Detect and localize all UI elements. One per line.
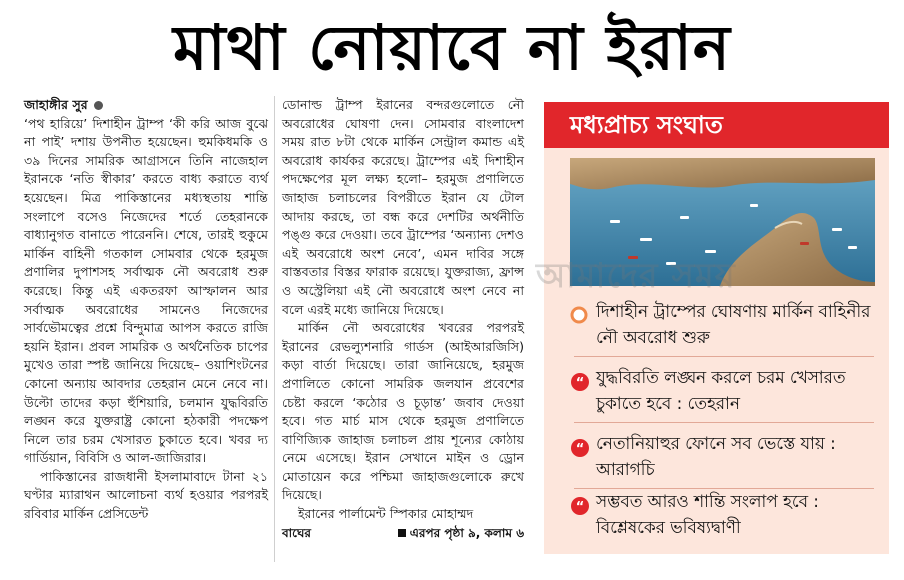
article-paragraph: মার্কিন নৌ অবরোধের খবরের পরপরই ইরানের রেভল্যুশনারি গার্ডস (আইআরজিসি) কড়া বার্তা দিয়েছে। তারা জানিয়েছে, হরমুজ প্রণালিতে কোনো সামরিক জলযান প্রবেশের চেষ্টা করলে ‘কঠোর ও চূড়ান্ত’ জবাব দেওয়া হবে। গত মার্চ মাস থেকে হরমুজ প্রণালিতে বাণিজ্যিক জাহাজ চলাচল প্রায় শূন্যের কোঠায় নেমে এসেছে। ইরান সেখানে মাইন ও ড্রোন মোতায়েন করে পশ্চিমা জাহাজগুলোকে রুখে দিয়েছে। xyxy=(282,320,524,503)
continued-label-wrap[interactable] xyxy=(398,524,524,543)
article-paragraph: ‘পথ হারিয়ে’ দিশাহীন ট্রাম্প ‘কী করি আজ বুঝে না পাই’ দশায় উপনীত হয়েছেন। হুমকিধমকি ও ৩৯ দিনের সামরিক আগ্রাসনে তিনি নাজেহাল ইরানকে ‘নতি স্বীকার’ করতে বাধ্য করাতে ব্যর্থ হয়েছেন। মিত্র পাকিস্তানের মধ্যস্থতায় শান্তি সংলাপে বসেও নিজেদের শর্তে তেহরানকে বাধ্যানুগত বানাতে পারেননি। শেষে, তারই হুকুমে মার্কিন বাহিনী গতকাল সোমবার থেকে হরমুজ প্রণালির দুপাশসহ সর্বাত্মক নৌ অবরোধ শুরু করেছে। কিন্তু এই একতরফা আস্ফালন আর সর্বাত্মক অবরোধের সামনেও নিজেদের সার্বভৌমত্বের প্রশ্নে বিন্দুমাত্র আপস করতে রাজি হয়নি ইরান। প্রবল সামরিক ও অর্থনৈতিক চাপের মুখেও তারা স্পষ্ট জানিয়ে দিয়েছে– ওয়াশিংটনের কোনো অন্যায় আবদার তেহরান মেনে নেবে না। উল্টো তাদের কড়া হুঁশিয়ারি, চলমান যুদ্ধবিরতি লঙ্ঘন করে যুক্তরাষ্ট্র কোনো হঠকারী পদক্ষেপ নিলে তার চরম খেসারত চুকাতে হবে। খবর দ্য গার্ডিয়ান, বিবিসি ও আল-জাজিরার। xyxy=(24,115,268,466)
sidebar-item-text: যুদ্ধবিরতি লঙ্ঘন করলে চরম খেসারত চুকাতে হবে : তেহরান xyxy=(596,367,846,413)
last-word: বাঘের xyxy=(282,525,311,540)
article-paragraph: পাকিস্তানের রাজধানী ইসলামাবাদে টানা ২১ ঘণ্টার ম্যারাথন আলোচনা ব্যর্থ হওয়ার পরপরই রবিবার মার্কিন প্রেসিডেন্ট xyxy=(24,468,268,522)
continued-label: এরপর পৃষ্ঠা ৯, কলাম ৬ xyxy=(409,525,524,540)
svg-text:“: “ xyxy=(575,376,585,391)
quote-bullet-icon xyxy=(570,496,596,520)
article-paragraph: ডোনাল্ড ট্রাম্প ইরানের বন্দরগুলোতে নৌ অবরোধের ঘোষণা দেন। সোমবার বাংলাদেশ সময় রাত ৮টা থেকে মার্কিন সেন্ট্রাল কমান্ড এই অবরোধ কার্যকর করেছে। ট্রাম্পের এই দিশাহীন পদক্ষেপের মূল লক্ষ্য হলো– হরমুজ প্রণালিতে জাহাজ চলাচলের বিপরীতে ইরান যে টোল আদায় করছে, তা বন্ধ করে দেশটির অর্থনীতি পঙ্গু করে দেওয়া। তবে ট্রাম্পের ‘অন্যান্য দেশও এই অবরোধে অংশ নেবে’, এমন দাবির সঙ্গে বাস্তবতার বিস্তর ফারাক রয়েছে। যুক্তরাজ্য, ফ্রান্স ও অস্ট্রেলিয়া এই নৌ অবরোধে অংশ নেবে না বলে এরই মধ্যে জানিয়ে দিয়েছে। xyxy=(282,97,524,317)
sidebar-item-blockade[interactable] xyxy=(570,298,880,350)
svg-text:“: “ xyxy=(575,442,585,457)
headline: মাথা নোয়াবে না ইরান xyxy=(173,11,731,84)
column-divider xyxy=(274,96,275,562)
byline-dot-icon xyxy=(94,101,103,110)
ring-bullet-icon xyxy=(570,306,596,328)
sidebar-item-tehran[interactable] xyxy=(570,364,880,416)
quote-bullet-icon xyxy=(570,438,596,462)
sidebar-panel xyxy=(536,102,889,554)
sidebar-divider xyxy=(574,422,874,423)
sidebar-item-text: সম্ভবত আরও শান্তি সংলাপ হবে : বিশ্লেষকের ভবিষ্যদ্বাণী xyxy=(596,491,819,537)
square-bullet-icon xyxy=(398,529,406,537)
svg-text:“: “ xyxy=(575,500,585,515)
sidebar-item-analyst[interactable] xyxy=(570,488,880,540)
quote-bullet-icon xyxy=(570,372,596,396)
article-column-1 xyxy=(24,96,268,524)
sidebar-title: মধ্যপ্রাচ্য সংঘাত xyxy=(544,102,889,148)
publisher-watermark: আমাদের সময় xyxy=(536,256,736,296)
sidebar-item-araghchi[interactable] xyxy=(570,430,880,482)
byline xyxy=(24,96,268,115)
sidebar-item-text: দিশাহীন ট্রাম্পের ঘোষণায় মার্কিন বাহিনীর নৌ অবরোধ শুরু xyxy=(596,301,871,347)
article-column-2 xyxy=(282,96,524,542)
byline-author: জাহাঙ্গীর সুর xyxy=(24,97,88,112)
sidebar-divider xyxy=(574,356,874,357)
continuation-line xyxy=(282,524,524,543)
article-paragraph: ইরানের পার্লামেন্ট স্পিকার মোহাম্মদ xyxy=(298,506,474,522)
sidebar-item-text: নেতানিয়াহুর ফোনে সব ভেস্তে যায় : আরাগচি xyxy=(596,433,836,479)
